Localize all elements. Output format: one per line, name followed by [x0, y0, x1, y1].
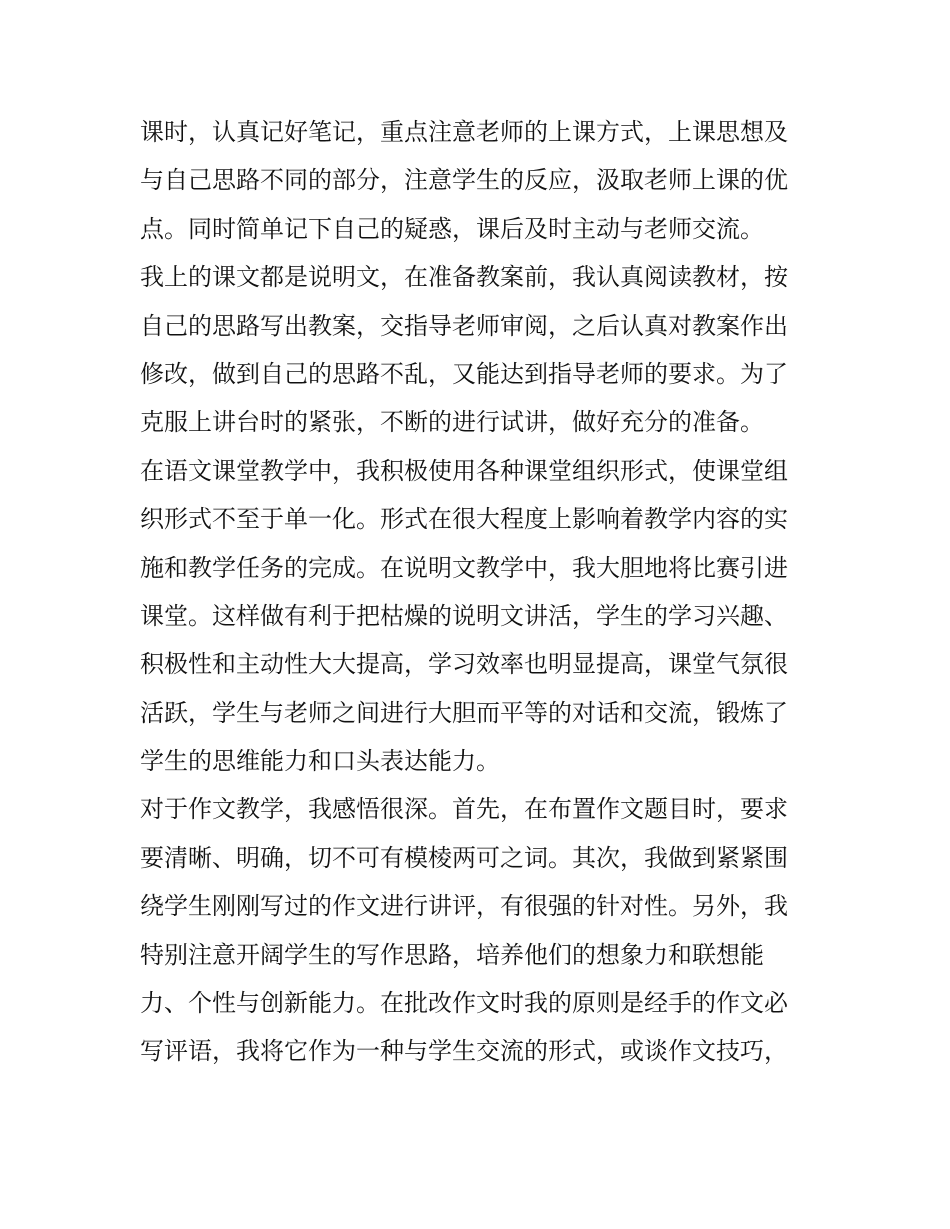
text-line: 自己的思路写出教案，交指导老师审阅，之后认真对教案作出	[140, 311, 788, 340]
body-text	[140, 108, 830, 1076]
text-line: 积极性和主动性大大提高，学习效率也明显提高，课堂气氛很	[140, 650, 788, 679]
text-line: 活跃，学生与老师之间进行大胆而平等的对话和交流，锻炼了	[140, 698, 788, 727]
text-line: 力、个性与创新能力。在批改作文时我的原则是经手的作文必	[140, 989, 788, 1018]
text-line: 学生的思维能力和口头表达能力。	[140, 747, 500, 776]
text-line: 与自己思路不同的部分，注意学生的反应，汲取老师上课的优	[140, 166, 788, 195]
text-line: 特别注意开阔学生的写作思路，培养他们的想象力和联想能	[140, 940, 764, 969]
text-line: 我上的课文都是说明文，在准备教案前，我认真阅读教材，按	[140, 263, 788, 292]
text-line: 课堂。这样做有利于把枯燥的说明文讲活，学生的学习兴趣、	[140, 601, 788, 630]
text-line: 课时，认真记好笔记，重点注意老师的上课方式，上课思想及	[140, 118, 788, 146]
text-line: 要清晰、明确，切不可有模棱两可之词。其次，我做到紧紧围	[140, 843, 788, 872]
text-line: 修改，做到自己的思路不乱，又能达到指导老师的要求。为了	[140, 359, 788, 388]
text-line: 施和教学任务的完成。在说明文教学中，我大胆地将比赛引进	[140, 553, 788, 582]
text-line: 点。同时简单记下自己的疑惑，课后及时主动与老师交流。	[140, 214, 764, 243]
text-line: 写评语，我将它作为一种与学生交流的形式，或谈作文技巧，	[140, 1037, 788, 1066]
text-line: 在语文课堂教学中，我积极使用各种课堂组织形式，使课堂组	[140, 456, 788, 485]
text-line: 织形式不至于单一化。形式在很大程度上影响着教学内容的实	[140, 505, 788, 534]
text-line: 克服上讲台时的紧张，不断的进行试讲，做好充分的准备。	[140, 408, 764, 437]
text-line: 绕学生刚刚写过的作文进行讲评，有很强的针对性。另外，我	[140, 892, 788, 921]
text-line: 对于作文教学，我感悟很深。首先，在布置作文题目时，要求	[140, 795, 788, 824]
